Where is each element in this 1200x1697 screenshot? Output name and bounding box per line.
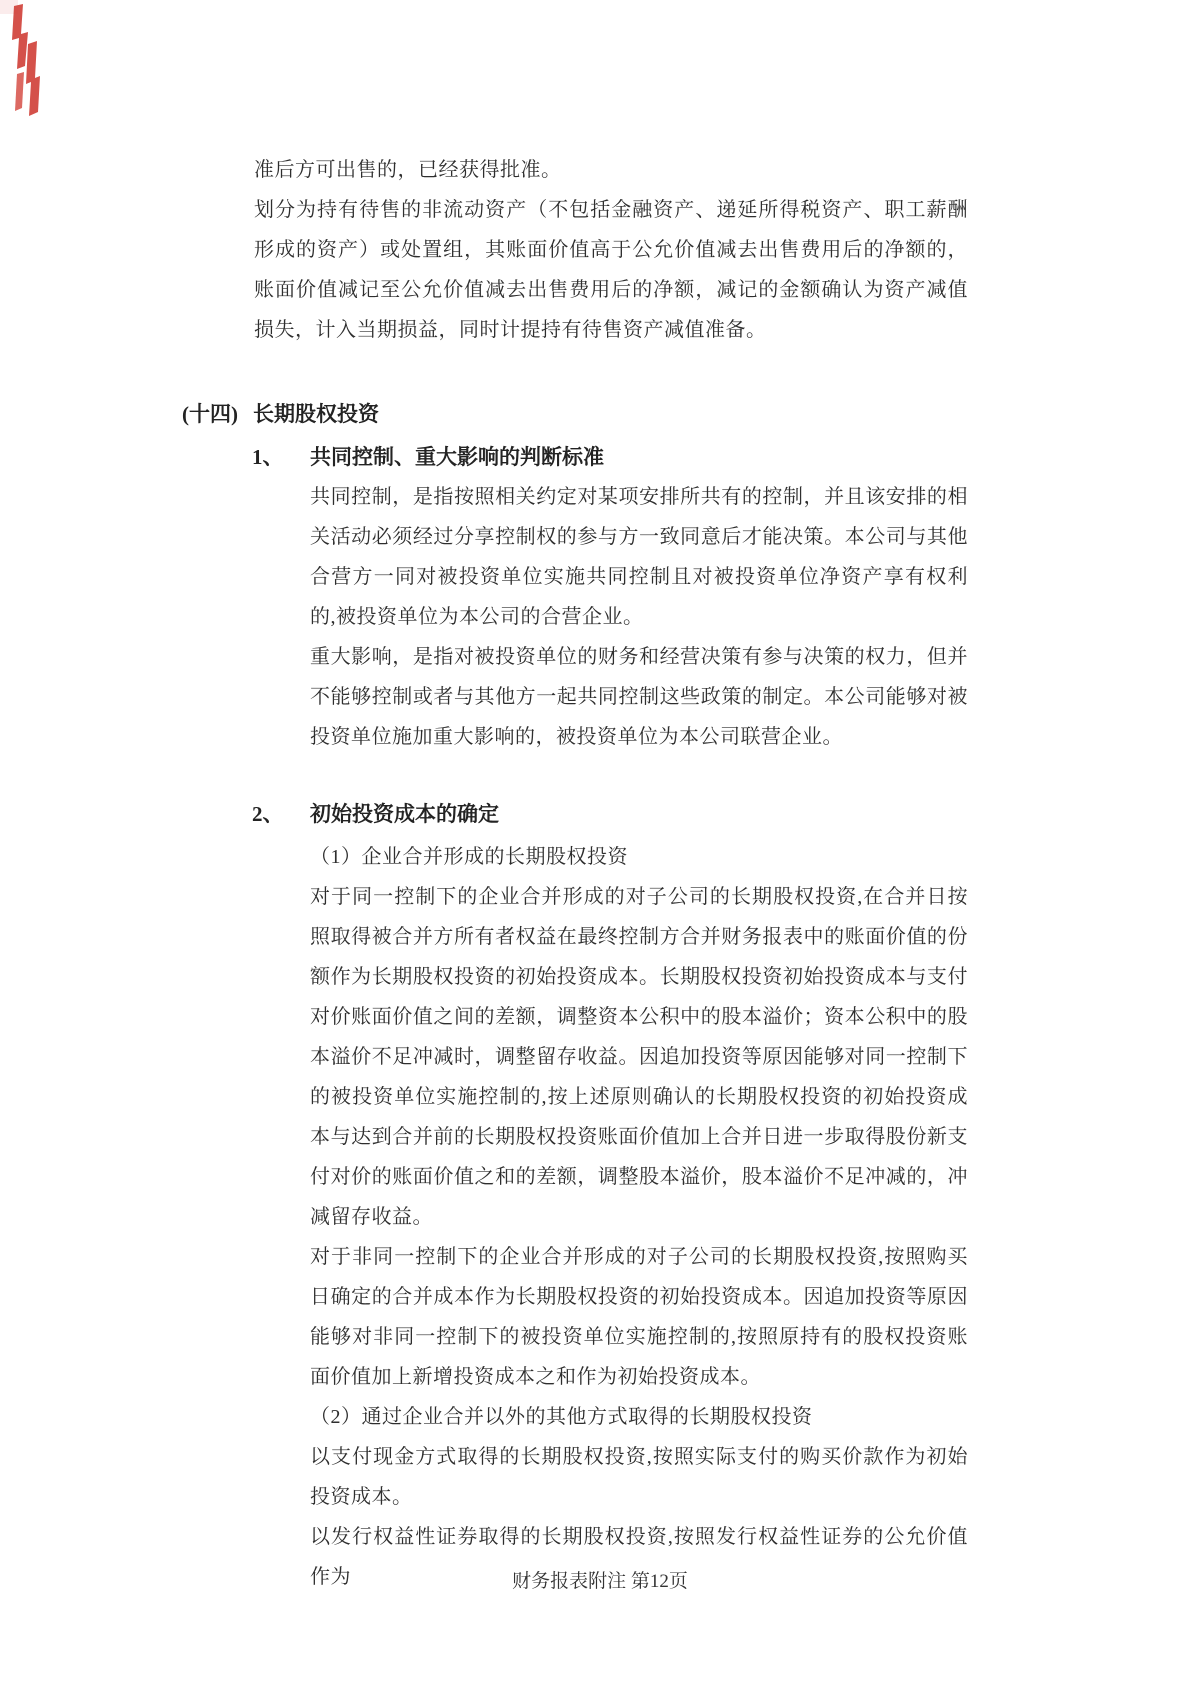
- body-paragraph: 重大影响，是指对被投资单位的财务和经营决策有参与决策的权力，但并不能够控制或者与其他方一起共同控制这些政策的制定。本公司能够对被投资单位施加重大影响的，被投资单位为本公司联营企业。: [310, 646, 968, 748]
- body-paragraph: 以发行权益性证券取得的长期股权投资,按照发行权益性证券的公允价值作为: [310, 1526, 968, 1588]
- item-1-title: 共同控制、重大影响的判断标准: [310, 445, 604, 469]
- intro-paragraph: 划分为持有待售的非流动资产（不包括金融资产、递延所得税资产、职工薪酬形成的资产）或处置组，其账面价值高于公允价值减去出售费用后的净额的，账面价值减记至公允价值减去出售费用后的净额，减记的金额确认为资产减值损失，计入当期损益，同时计提持有待售资产减值准备。: [254, 199, 968, 341]
- intro-paragraph-block: [254, 150, 968, 350]
- section-heading: [182, 394, 379, 434]
- page-footer: 财务报表附注 第12页: [512, 1571, 688, 1592]
- item-2-number: 2、: [252, 802, 284, 826]
- body-paragraph: 对于同一控制下的企业合并形成的对子公司的长期股权投资,在合并日按照取得被合并方所有者权益在最终控制方合并财务报表中的账面价值的份额作为长期股权投资的初始投资成本。长期股权投资初始投资成本与支付对价账面价值之间的差额，调整资本公积中的股本溢价；资本公积中的股本溢价不足冲减时，调整留存收益。因追加投资等原因能够对同一控制下的被投资单位实施控制的,按上述原则确认的长期股权投资的初始投资成本与达到合并前的长期股权投资账面价值加上合并日进一步取得股份新支付对价的账面价值之和的差额，调整股本溢价，股本溢价不足冲减的，冲减留存收益。: [310, 886, 968, 1228]
- item-2-body: [310, 837, 968, 1597]
- item-2-heading: [252, 794, 499, 834]
- body-subheading: （1）企业合并形成的长期股权投资: [310, 846, 628, 868]
- body-paragraph: 共同控制，是指按照相关约定对某项安排所共有的控制，并且该安排的相关活动必须经过分享控制权的参与方一致同意后才能决策。本公司与其他合营方一同对被投资单位实施共同控制且对被投资单位净资产享有权利的,被投资单位为本公司的合营企业。: [310, 486, 968, 628]
- item-1-number: 1、: [252, 445, 284, 469]
- body-paragraph: 对于非同一控制下的企业合并形成的对子公司的长期股权投资,按照购买日确定的合并成本作为长期股权投资的初始投资成本。因追加投资等原因能够对非同一控制下的被投资单位实施控制的,按照原持有的股权投资账面价值加上新增投资成本之和作为初始投资成本。: [310, 1246, 968, 1388]
- item-1-body: [310, 477, 968, 757]
- item-2-title: 初始投资成本的确定: [310, 802, 499, 826]
- body-subheading: （2）通过企业合并以外的其他方式取得的长期股权投资: [310, 1406, 813, 1428]
- item-1-heading: [252, 437, 604, 477]
- section-title: 长期股权投资: [253, 402, 379, 426]
- red-scan-artifact-icon: [8, 4, 42, 116]
- section-number-label: (十四): [182, 402, 238, 426]
- intro-paragraph: 准后方可出售的，已经获得批准。: [254, 159, 562, 181]
- body-paragraph: 以支付现金方式取得的长期股权投资,按照实际支付的购买价款作为初始投资成本。: [310, 1446, 968, 1508]
